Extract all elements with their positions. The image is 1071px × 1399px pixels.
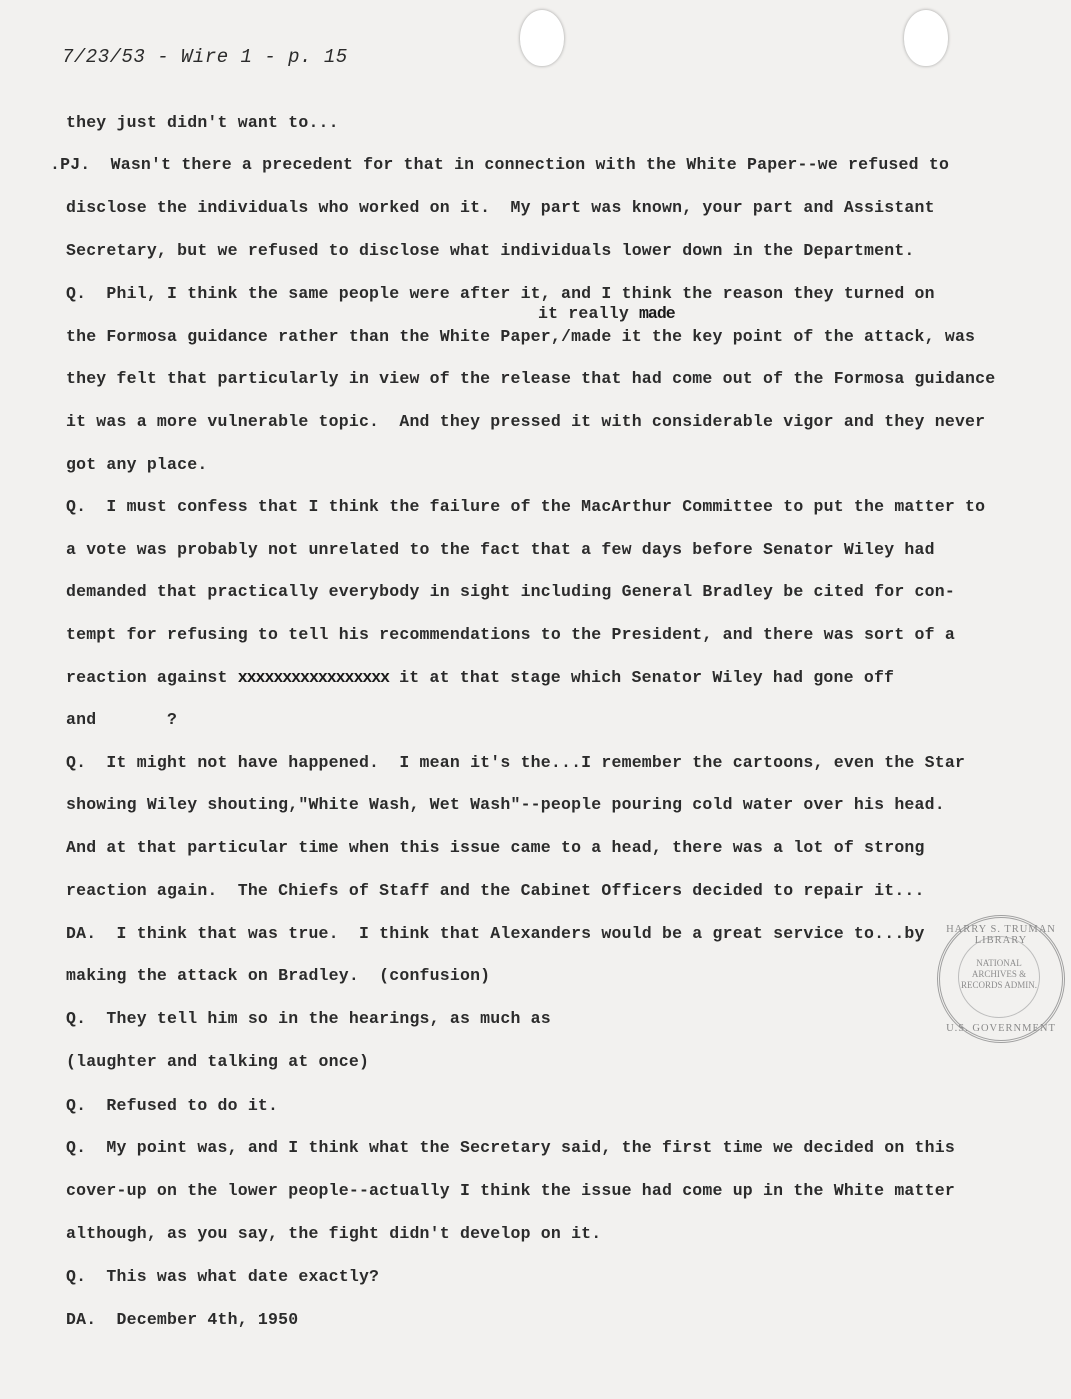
punch-hole: [520, 10, 564, 66]
stamp-bottom-text: U.S. GOVERNMENT: [946, 1023, 1056, 1034]
transcript-line: tempt for refusing to tell his recommendations to the President, and there was sort of a: [66, 625, 955, 644]
transcript-line: Q. Phil, I think the same people were after it, and I think the reason they turned on: [66, 284, 935, 303]
transcript-line: DA. December 4th, 1950: [66, 1310, 299, 1329]
transcript-line: they felt that particularly in view of the release that had come out of the Formosa guidance: [66, 369, 996, 388]
transcript-line: disclose the individuals who worked on it. My part was known, your part and Assistant: [66, 198, 935, 217]
transcript-line: reaction again. The Chiefs of Staff and the Cabinet Officers decided to repair it...: [66, 881, 925, 900]
transcript-line: Q. Refused to do it.: [66, 1096, 279, 1115]
transcript-line: DA. I think that was true. I think that Alexanders would be a great service to...by: [66, 924, 925, 943]
punch-hole: [904, 10, 948, 66]
transcript-line: Secretary, but we refused to disclose what individuals lower down in the Department.: [66, 241, 915, 260]
page-header: 7/23/53 - Wire 1 - p. 15: [62, 46, 348, 68]
transcript-line: Q. They tell him so in the hearings, as much as: [66, 1009, 551, 1028]
transcript-line: got any place.: [66, 455, 208, 474]
transcript-line: the Formosa guidance rather than the White Paper,/made it the key point of the attack, was: [66, 327, 976, 346]
archive-stamp: [937, 915, 1065, 1043]
transcript-line: they just didn't want to...: [66, 113, 339, 132]
interlinear-insertion: [538, 304, 675, 323]
transcript-line: Q. My point was, and I think what the Secretary said, the first time we decided on this: [66, 1138, 955, 1157]
transcript-line: demanded that practically everybody in sight including General Bradley be cited for con-: [66, 582, 955, 601]
stamp-top-text: HARRY S. TRUMAN LIBRARY: [946, 924, 1056, 946]
line-end: it at that stage which Senator Wiley had gone off: [389, 668, 895, 687]
transcript-line: .PJ. Wasn't there a precedent for that in connection with the White Paper--we refused to: [50, 155, 950, 174]
transcript-line: it was a more vulnerable topic. And they pressed it with considerable vigor and they never: [66, 412, 986, 431]
struck-text: made: [639, 304, 675, 323]
transcript-line: showing Wiley shouting,"White Wash, Wet Wash"--people pouring cold water over his head.: [66, 795, 945, 814]
insertion-text: it really: [538, 304, 629, 323]
transcript-line: although, as you say, the fight didn't develop on it.: [66, 1224, 602, 1243]
stamp-center-text: NATIONAL ARCHIVES & RECORDS ADMIN.: [960, 958, 1037, 990]
transcript-line: a vote was probably not unrelated to the fact that a few days before Senator Wiley had: [66, 540, 935, 559]
transcript-line: cover-up on the lower people--actually I think the issue had come up in the White matter: [66, 1181, 955, 1200]
transcript-line: Q. It might not have happened. I mean it's the...I remember the cartoons, even the Star: [66, 753, 966, 772]
transcript-line: [66, 668, 894, 687]
transcript-line: (laughter and talking at once): [66, 1052, 370, 1071]
transcript-line: Q. This was what date exactly?: [66, 1267, 380, 1286]
transcript-line: And at that particular time when this issue came to a head, there was a lot of strong: [66, 838, 925, 857]
struck-text: xxxxxxxxxxxxxxxxx: [237, 668, 390, 687]
line-start: reaction against: [66, 668, 238, 687]
transcript-line: and ?: [66, 710, 178, 729]
transcript-line: Q. I must confess that I think the failure of the MacArthur Committee to put the matter to: [66, 497, 986, 516]
transcript-line: making the attack on Bradley. (confusion): [66, 966, 491, 985]
